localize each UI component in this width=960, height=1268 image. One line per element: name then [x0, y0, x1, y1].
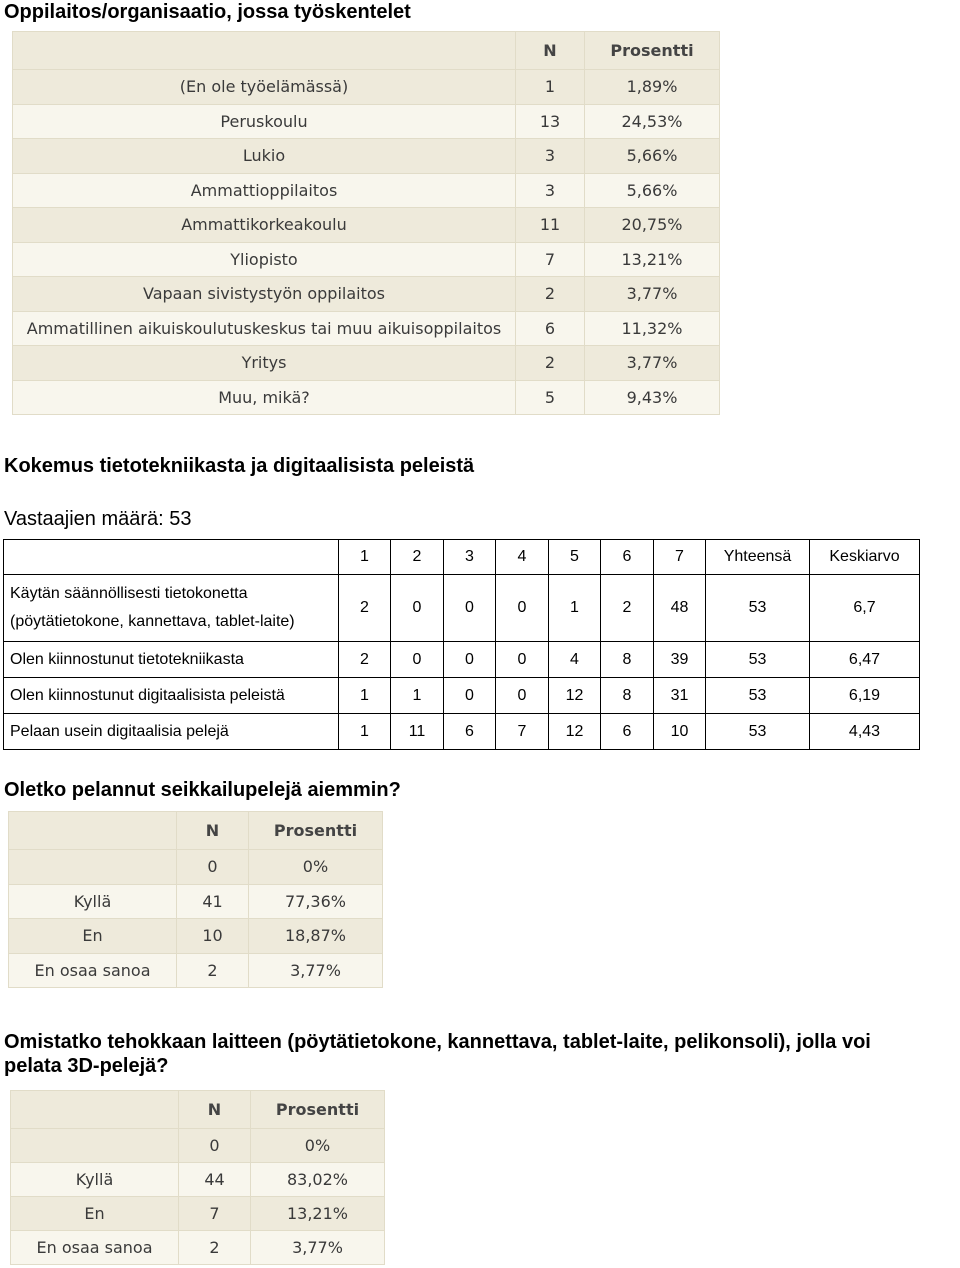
row-n: 3: [516, 139, 585, 174]
row-percent: 1,89%: [585, 70, 720, 105]
empty-header: [4, 540, 339, 575]
row-n: 13: [516, 104, 585, 139]
label-header: [11, 1091, 179, 1129]
row-n: 10: [177, 919, 249, 954]
row-percent: 18,87%: [249, 919, 383, 954]
cell-value: 1: [339, 714, 391, 750]
row-n: 0: [177, 850, 249, 885]
section4-title-line: Omistatko tehokkaan laitteen (pöytätietokone, kannettava, tablet-laite, pelikonsoli), jolla voi: [4, 1031, 871, 1053]
cell-value: 0: [496, 575, 549, 642]
n-header: N: [179, 1091, 251, 1129]
cell-value: 0: [444, 642, 496, 678]
table-row: [9, 919, 383, 954]
respondent-count: Vastaajien määrä: 53: [4, 508, 192, 530]
row-label: Vapaan sivistystyön oppilaitos: [13, 277, 516, 312]
cell-value: 0: [496, 642, 549, 678]
scale-header: 6: [601, 540, 654, 575]
cell-value: 2: [339, 575, 391, 642]
row-label: Peruskoulu: [13, 104, 516, 139]
row-n: 3: [516, 173, 585, 208]
total-header: Yhteensä: [706, 540, 810, 575]
cell-mean: 6,19: [810, 678, 920, 714]
row-label: Pelaan usein digitaalisia pelejä: [4, 714, 339, 750]
label-header: [13, 32, 516, 70]
table-row: [13, 242, 720, 277]
row-percent: 5,66%: [585, 173, 720, 208]
row-label: Kyllä: [11, 1163, 179, 1197]
scale-header: 5: [549, 540, 601, 575]
cell-value: 31: [654, 678, 706, 714]
section2-title: Kokemus tietotekniikasta ja digitaalisista peleistä: [4, 455, 475, 477]
row-label-line: (pöytätietokone, kannettava, tablet-laite): [10, 613, 295, 630]
table-row: [11, 1163, 385, 1197]
row-label: [11, 1129, 179, 1163]
cell-value: 12: [549, 678, 601, 714]
table-row: [11, 1129, 385, 1163]
cell-value: 0: [444, 678, 496, 714]
row-label: En osaa sanoa: [11, 1231, 179, 1265]
adventure-games-table: [8, 811, 383, 988]
organisation-table: [12, 31, 720, 415]
table-row: [9, 953, 383, 988]
row-n: 41: [177, 884, 249, 919]
row-n: 2: [179, 1231, 251, 1265]
cell-value: 4: [549, 642, 601, 678]
table-header-row: [13, 32, 720, 70]
row-percent: 77,36%: [249, 884, 383, 919]
table-row: [13, 380, 720, 415]
row-percent: 3,77%: [249, 953, 383, 988]
row-label: En: [11, 1197, 179, 1231]
row-n: 2: [177, 953, 249, 988]
table-header-row: [11, 1091, 385, 1129]
row-label: Ammattioppilaitos: [13, 173, 516, 208]
cell-mean: 6,7: [810, 575, 920, 642]
table-row: [11, 1197, 385, 1231]
cell-value: 0: [391, 575, 444, 642]
cell-value: 48: [654, 575, 706, 642]
likert-header-row: [4, 540, 920, 575]
cell-value: 6: [601, 714, 654, 750]
cell-value: 8: [601, 678, 654, 714]
row-percent: 13,21%: [251, 1197, 385, 1231]
section4-title: [4, 1030, 871, 1078]
row-label: Lukio: [13, 139, 516, 174]
cell-value: 11: [391, 714, 444, 750]
likert-row: [4, 575, 920, 642]
row-percent: 20,75%: [585, 208, 720, 243]
row-n: 11: [516, 208, 585, 243]
row-label: [9, 850, 177, 885]
row-label: Kyllä: [9, 884, 177, 919]
table-row: [13, 173, 720, 208]
device-table: [10, 1090, 385, 1265]
cell-value: 6: [444, 714, 496, 750]
experience-table: [3, 539, 920, 750]
table-row: [11, 1231, 385, 1265]
cell-value: 12: [549, 714, 601, 750]
percent-header: Prosentti: [585, 32, 720, 70]
table-row: [9, 850, 383, 885]
row-n: 7: [516, 242, 585, 277]
row-percent: 9,43%: [585, 380, 720, 415]
table-row: [13, 346, 720, 381]
row-percent: 0%: [249, 850, 383, 885]
cell-value: 1: [391, 678, 444, 714]
table-row: [9, 884, 383, 919]
cell-value: 39: [654, 642, 706, 678]
row-n: 44: [179, 1163, 251, 1197]
cell-total: 53: [706, 678, 810, 714]
percent-header: Prosentti: [249, 812, 383, 850]
table-row: [13, 208, 720, 243]
cell-value: 0: [391, 642, 444, 678]
likert-row: [4, 678, 920, 714]
table-row: [13, 311, 720, 346]
cell-value: 1: [549, 575, 601, 642]
cell-value: 8: [601, 642, 654, 678]
row-label: Ammattikorkeakoulu: [13, 208, 516, 243]
row-percent: 5,66%: [585, 139, 720, 174]
cell-value: 0: [496, 678, 549, 714]
row-label: Yliopisto: [13, 242, 516, 277]
table-row: [13, 70, 720, 105]
cell-value: 1: [339, 678, 391, 714]
label-header: [9, 812, 177, 850]
row-n: 1: [516, 70, 585, 105]
row-percent: 3,77%: [585, 277, 720, 312]
row-percent: 3,77%: [585, 346, 720, 381]
percent-header: Prosentti: [251, 1091, 385, 1129]
row-percent: 11,32%: [585, 311, 720, 346]
row-percent: 0%: [251, 1129, 385, 1163]
row-label: Olen kiinnostunut digitaalisista peleistä: [4, 678, 339, 714]
cell-mean: 6,47: [810, 642, 920, 678]
row-n: 6: [516, 311, 585, 346]
likert-row: [4, 714, 920, 750]
cell-value: 2: [339, 642, 391, 678]
table-row: [13, 104, 720, 139]
row-n: 2: [516, 346, 585, 381]
row-label: Muu, mikä?: [13, 380, 516, 415]
row-n: 5: [516, 380, 585, 415]
table-row: [13, 139, 720, 174]
row-percent: 83,02%: [251, 1163, 385, 1197]
cell-value: 10: [654, 714, 706, 750]
row-label: [4, 575, 339, 642]
n-header: N: [516, 32, 585, 70]
n-header: N: [177, 812, 249, 850]
cell-value: 0: [444, 575, 496, 642]
table-header-row: [9, 812, 383, 850]
scale-header: 4: [496, 540, 549, 575]
row-n: 0: [179, 1129, 251, 1163]
scale-header: 3: [444, 540, 496, 575]
row-n: 7: [179, 1197, 251, 1231]
likert-row: [4, 642, 920, 678]
section4-title-line: pelata 3D-pelejä?: [4, 1055, 169, 1077]
table-row: [13, 277, 720, 312]
row-label: En: [9, 919, 177, 954]
cell-value: 7: [496, 714, 549, 750]
cell-total: 53: [706, 575, 810, 642]
section1-title: Oppilaitos/organisaatio, jossa työskentelet: [4, 1, 411, 23]
scale-header: 2: [391, 540, 444, 575]
scale-header: 1: [339, 540, 391, 575]
cell-total: 53: [706, 714, 810, 750]
row-label: Ammatillinen aikuiskoulutuskeskus tai muu aikuisoppilaitos: [13, 311, 516, 346]
row-n: 2: [516, 277, 585, 312]
row-label: (En ole työelämässä): [13, 70, 516, 105]
cell-total: 53: [706, 642, 810, 678]
cell-mean: 4,43: [810, 714, 920, 750]
row-label-line: Käytän säännöllisesti tietokonetta: [10, 585, 248, 602]
row-label: Yritys: [13, 346, 516, 381]
row-percent: 3,77%: [251, 1231, 385, 1265]
mean-header: Keskiarvo: [810, 540, 920, 575]
row-percent: 13,21%: [585, 242, 720, 277]
row-label: En osaa sanoa: [9, 953, 177, 988]
section3-title: Oletko pelannut seikkailupelejä aiemmin?: [4, 779, 401, 801]
row-percent: 24,53%: [585, 104, 720, 139]
scale-header: 7: [654, 540, 706, 575]
cell-value: 2: [601, 575, 654, 642]
row-label: Olen kiinnostunut tietotekniikasta: [4, 642, 339, 678]
